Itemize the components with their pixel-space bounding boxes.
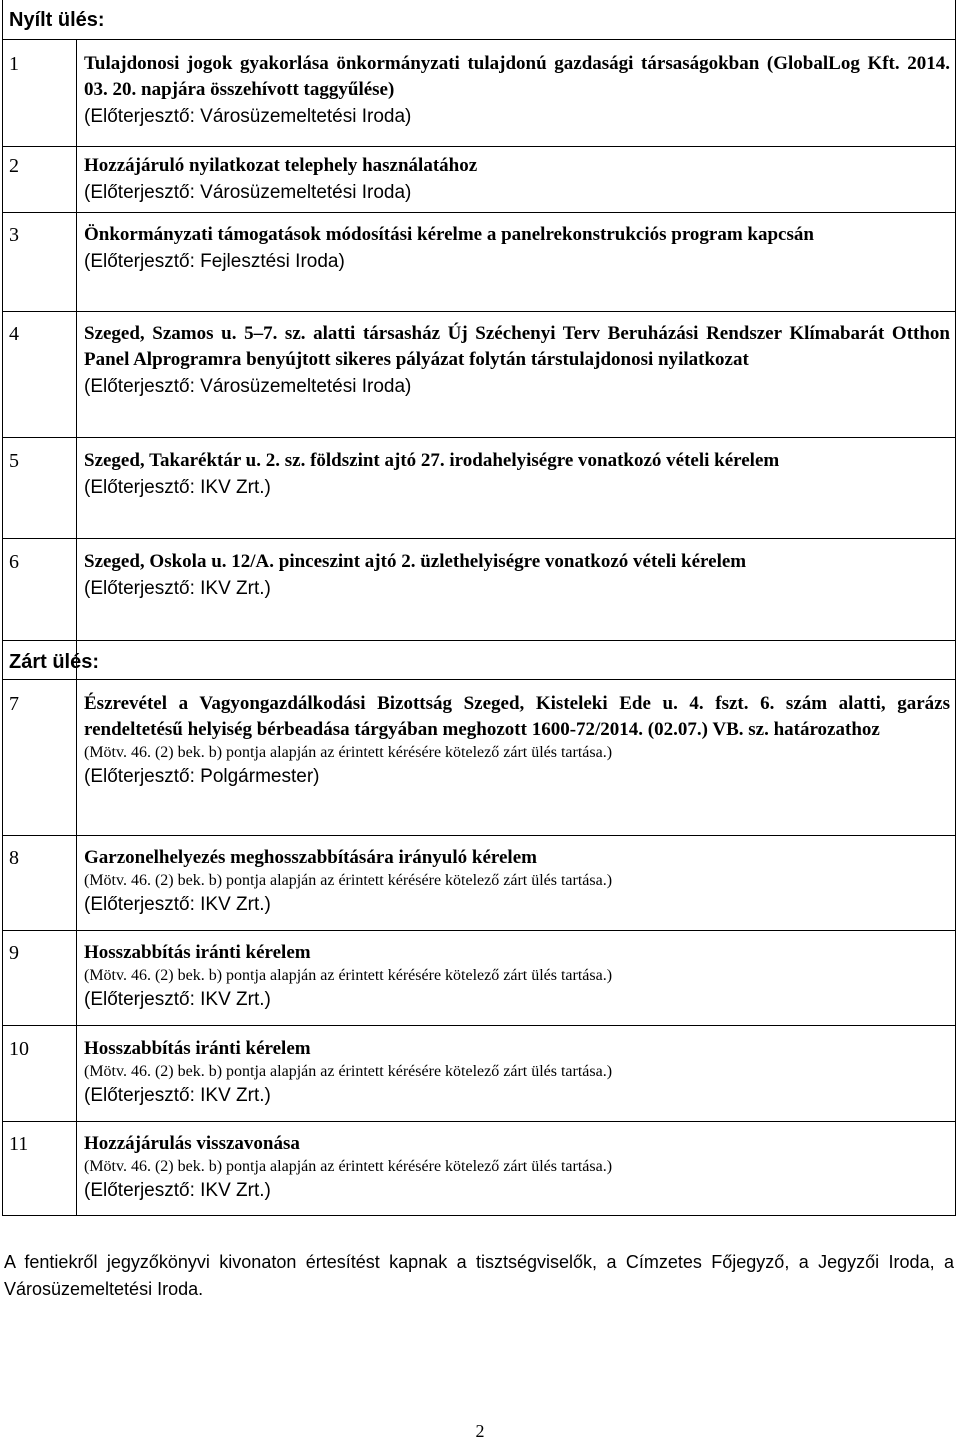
agenda-item-note: (Mötv. 46. (2) bek. b) pontja alapján az érintett kérésére kötelező zárt ülés tartása.) xyxy=(84,967,613,984)
agenda-item-presenter: (Előterjesztő: Városüzemeltetési Iroda) xyxy=(84,376,412,397)
agenda-item-title: Hozzájárulás visszavonása xyxy=(84,1133,300,1154)
agenda-item-presenter: (Előterjesztő: IKV Zrt.) xyxy=(84,1180,271,1201)
agenda-item-note: (Mötv. 46. (2) bek. b) pontja alapján az érintett kérésére kötelező zárt ülés tartása.) xyxy=(84,872,613,889)
agenda-item-note: (Mötv. 46. (2) bek. b) pontja alapján az érintett kérésére kötelező zárt ülés tartása.) xyxy=(84,1063,613,1080)
agenda-item xyxy=(84,549,950,602)
agenda-item-number: 8 xyxy=(9,847,19,869)
page-number: 2 xyxy=(475,1421,485,1441)
agenda-item-presenter: (Előterjesztő: Városüzemeltetési Iroda) xyxy=(84,106,412,127)
column-divider xyxy=(76,39,77,1216)
agenda-item-title: Szeged, Szamos u. 5–7. sz. alatti társasház Új Széchenyi Terv Beruházási Rendszer Klímabarát Otthon Panel Alprogramra benyújtott sikeres pályázat folytán társtulajdonosi nyilatkozat xyxy=(84,323,950,370)
agenda-item xyxy=(84,1131,950,1204)
row-divider xyxy=(2,930,956,931)
row-divider xyxy=(2,640,956,641)
agenda-item-title: Észrevétel a Vagyongazdálkodási Bizottság Szeged, Kisteleki Ede u. 4. fszt. 6. szám alatti, garázs rendeltetésű helyiség bérbeadása tárgyában meghozott 1600-72/2014. (02.07.) VB. sz. határozathoz xyxy=(84,693,950,740)
agenda-item xyxy=(84,321,950,400)
agenda-item-presenter: (Előterjesztő: Városüzemeltetési Iroda) xyxy=(84,182,412,203)
agenda-item-number: 2 xyxy=(9,155,19,177)
agenda-item xyxy=(84,940,950,1013)
agenda-item-title: Hosszabbítás iránti kérelem xyxy=(84,942,311,963)
agenda-item-title: Önkormányzati támogatások módosítási kérelme a panelrekonstrukciós program kapcsán xyxy=(84,224,814,245)
agenda-item-presenter: (Előterjesztő: IKV Zrt.) xyxy=(84,989,271,1010)
closed-session-heading: Zárt ülés: xyxy=(9,651,100,673)
row-divider xyxy=(2,311,956,312)
row-divider xyxy=(2,212,956,213)
agenda-item-title: Garzonelhelyezés meghosszabbítására irányuló kérelem xyxy=(84,847,537,868)
agenda-item-number: 11 xyxy=(9,1133,29,1155)
open-session-heading: Nyílt ülés: xyxy=(9,9,105,31)
row-divider xyxy=(2,1025,956,1026)
agenda-item-number: 9 xyxy=(9,942,19,964)
agenda-item-presenter: (Előterjesztő: IKV Zrt.) xyxy=(84,578,271,599)
row-divider xyxy=(2,146,956,147)
agenda-item-title: Szeged, Oskola u. 12/A. pinceszint ajtó 2. üzlethelyiségre vonatkozó vételi kérelem xyxy=(84,551,747,572)
agenda-item-note: (Mötv. 46. (2) bek. b) pontja alapján az érintett kérésére kötelező zárt ülés tartása.) xyxy=(84,744,613,761)
agenda-item-presenter: (Előterjesztő: Fejlesztési Iroda) xyxy=(84,251,345,272)
agenda-item-number: 6 xyxy=(9,551,19,573)
agenda-item-number: 10 xyxy=(9,1038,29,1060)
agenda-item-title: Tulajdonosi jogok gyakorlása önkormányzati tulajdonú gazdasági társaságokban (GlobalLog Kft. 2014. 03. 20. napjára összehívott taggyűlése) xyxy=(84,53,950,100)
agenda-item-title: Hozzájáruló nyilatkozat telephely használatához xyxy=(84,155,478,176)
agenda-item-presenter: (Előterjesztő: Polgármester) xyxy=(84,766,320,787)
agenda-item-title: Hosszabbítás iránti kérelem xyxy=(84,1038,311,1059)
agenda-item xyxy=(84,448,950,501)
row-divider xyxy=(2,538,956,539)
agenda-item xyxy=(84,153,950,206)
agenda-item xyxy=(84,51,950,130)
agenda-item-number: 7 xyxy=(9,693,19,715)
agenda-item-note: (Mötv. 46. (2) bek. b) pontja alapján az érintett kérésére kötelező zárt ülés tartása.) xyxy=(84,1158,613,1175)
distribution-note: A fentiekről jegyzőkönyvi kivonaton értesítést kapnak a tisztségviselők, a Címzetes Főjegyző, a Jegyzői Iroda, a Városüzemeltetési Iroda. xyxy=(4,1252,954,1299)
agenda-item-presenter: (Előterjesztő: IKV Zrt.) xyxy=(84,894,271,915)
agenda-item xyxy=(84,845,950,918)
agenda-item-presenter: (Előterjesztő: IKV Zrt.) xyxy=(84,1085,271,1106)
agenda-item-number: 3 xyxy=(9,224,19,246)
row-divider xyxy=(2,835,956,836)
agenda-item xyxy=(84,691,950,790)
row-divider xyxy=(2,39,956,40)
agenda-item-presenter: (Előterjesztő: IKV Zrt.) xyxy=(84,477,271,498)
agenda-item-title: Szeged, Takaréktár u. 2. sz. földszint ajtó 27. irodahelyiségre vonatkozó vételi kérelem xyxy=(84,450,780,471)
row-divider xyxy=(2,437,956,438)
agenda-item xyxy=(84,222,950,275)
agenda-item-number: 4 xyxy=(9,323,19,345)
row-divider xyxy=(2,679,956,680)
agenda-item xyxy=(84,1036,950,1109)
agenda-item-number: 5 xyxy=(9,450,19,472)
agenda-item-number: 1 xyxy=(9,53,19,75)
row-divider xyxy=(2,1121,956,1122)
